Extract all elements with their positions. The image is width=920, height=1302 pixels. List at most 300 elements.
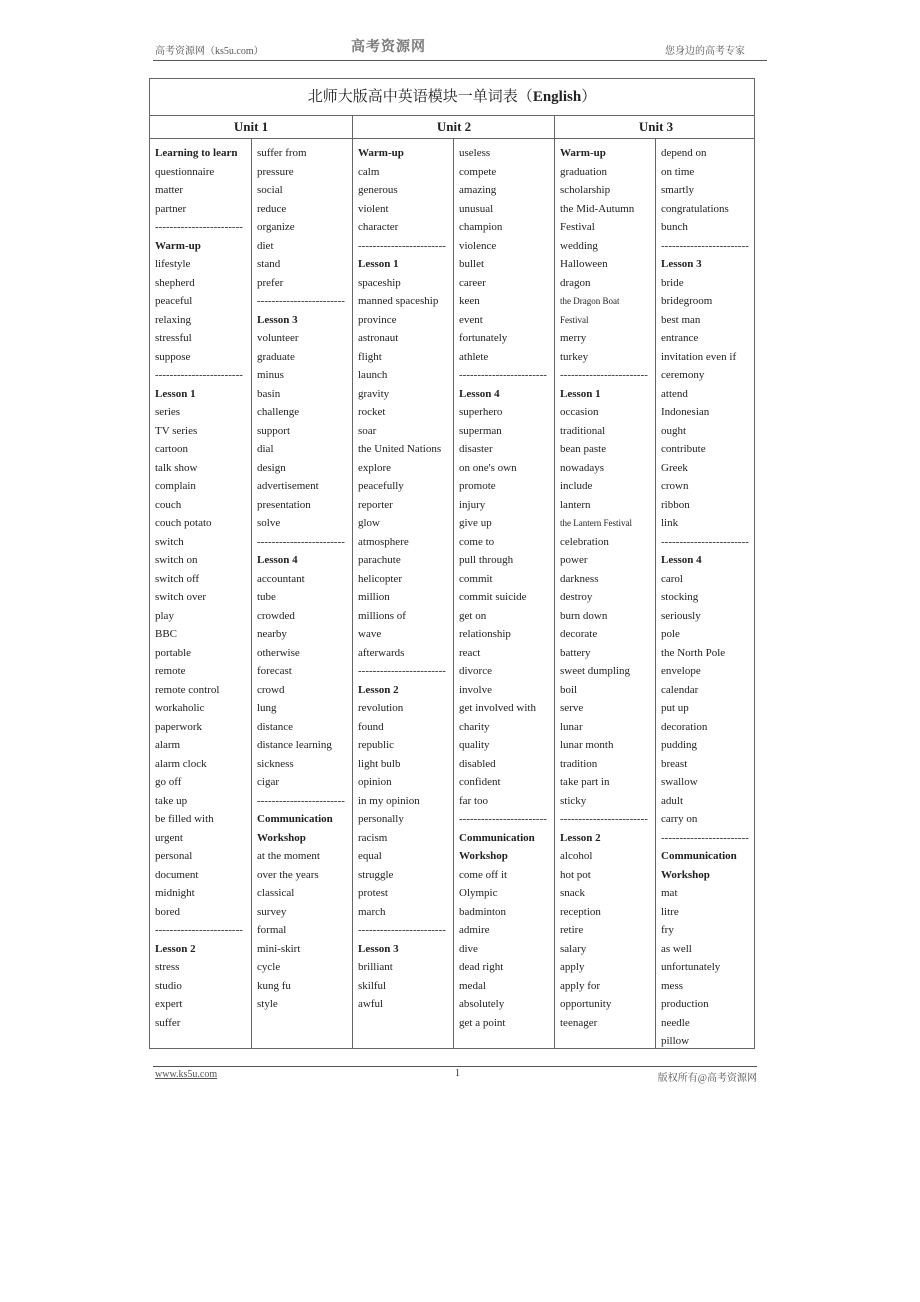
- vocab-word: generous: [358, 184, 398, 196]
- vocab-word: matter: [155, 184, 184, 196]
- vocab-word: carol: [661, 572, 683, 585]
- vocab-word: medal: [459, 979, 486, 992]
- vocab-word: basin: [257, 387, 281, 400]
- vocab-word: Halloween: [560, 258, 608, 270]
- vocab-word: calendar: [661, 683, 699, 696]
- vocab-word: disaster: [459, 443, 493, 455]
- vocab-word: personal: [155, 850, 193, 862]
- vocab-word: stand: [257, 258, 281, 270]
- vocab-word: pull through: [459, 554, 514, 566]
- table-title: [150, 79, 754, 116]
- vocab-word: partner: [155, 202, 187, 215]
- vocab-word: swallow: [661, 776, 698, 788]
- vocab-word: diet: [257, 239, 274, 252]
- vocab-word: reception: [560, 905, 601, 918]
- vocab-word: BBC: [155, 628, 178, 640]
- vocab-word: in my opinion: [358, 794, 420, 807]
- vocab-word: take part in: [560, 776, 610, 788]
- vocab-word: entrance: [661, 332, 699, 344]
- vocab-word: light bulb: [358, 757, 401, 770]
- section-heading: Lesson 1: [560, 387, 601, 400]
- section-divider: ------------------------: [358, 239, 446, 252]
- page-footer: [153, 1066, 757, 1085]
- vocab-word: Greek: [661, 461, 688, 474]
- unit-header-row: [150, 116, 754, 139]
- vocab-word: Festival: [560, 314, 589, 325]
- vocab-word: lunar: [560, 720, 583, 733]
- vocab-word: skilful: [358, 979, 387, 992]
- vocab-word: calm: [358, 165, 380, 178]
- vocab-word: cartoon: [155, 443, 188, 455]
- vocab-word: attend: [661, 387, 688, 400]
- vocab-word: invitation even if: [661, 350, 737, 363]
- vocab-word: suffer from: [257, 147, 307, 159]
- section-heading: Warm-up: [155, 239, 201, 252]
- word-column-4: [453, 139, 554, 1048]
- section-heading: Communication: [661, 850, 737, 862]
- vocab-word: relationship: [459, 628, 511, 640]
- title-english: English: [532, 89, 582, 105]
- vocab-word: Indonesian: [661, 406, 710, 418]
- section-heading: Lesson 1: [155, 387, 196, 400]
- vocab-word: workaholic: [155, 702, 205, 714]
- vocab-word: destroy: [560, 591, 593, 603]
- vocab-word: occasion: [560, 406, 599, 418]
- section-heading: Warm-up: [358, 147, 404, 159]
- vocab-word: compete: [459, 165, 497, 178]
- vocab-word: seriously: [661, 609, 701, 622]
- header-site-name: 高考资源网（ks5u.com）: [155, 46, 264, 57]
- vocab-word: switch off: [155, 572, 200, 585]
- page-header: [153, 36, 767, 61]
- vocab-word: boil: [560, 683, 578, 696]
- vocab-word: merry: [560, 332, 587, 344]
- vocab-word: the Dragon Boat: [560, 296, 620, 306]
- vocab-word: alarm clock: [155, 757, 207, 770]
- vocab-word: production: [661, 998, 709, 1010]
- vocab-word: Olympic: [459, 887, 498, 899]
- section-heading: Workshop: [661, 868, 710, 881]
- vocab-word: carry on: [661, 813, 698, 825]
- vocab-word: design: [257, 461, 286, 474]
- vocab-word: graduate: [257, 350, 295, 363]
- vocab-word: at the moment: [257, 850, 320, 862]
- vocab-word: promote: [459, 480, 496, 492]
- vocab-word: fortunately: [459, 332, 508, 344]
- vocab-word: rocket: [358, 406, 386, 418]
- vocab-word: salary: [560, 942, 587, 955]
- vocab-word: badminton: [459, 905, 507, 918]
- vocab-word: amazing: [459, 184, 497, 196]
- vocab-word: crowded: [257, 609, 295, 622]
- vocab-word: lunar month: [560, 739, 614, 751]
- section-divider: ------------------------: [560, 813, 648, 825]
- vocab-word: found: [358, 720, 384, 733]
- vocab-word: on one's own: [459, 461, 517, 474]
- vocab-word: come to: [459, 535, 495, 548]
- vocab-word: stress: [155, 961, 180, 973]
- vocab-word: midnight: [155, 887, 195, 899]
- unit-3-header: Unit 3: [554, 116, 757, 138]
- vocab-word: couch: [155, 498, 182, 511]
- section-heading: Lesson 3: [358, 942, 399, 955]
- vocab-word: adult: [661, 794, 683, 807]
- vocab-word: alcohol: [560, 850, 593, 862]
- vocab-word: mini-skirt: [257, 942, 301, 955]
- header-watermark-logo: 高考资源网: [351, 40, 426, 55]
- vocab-word: power: [560, 554, 588, 566]
- vocab-word: unfortunately: [661, 961, 721, 973]
- vocab-word: over the years: [257, 868, 319, 881]
- section-divider: ------------------------: [459, 369, 547, 381]
- vocab-word: on time: [661, 165, 695, 178]
- vocab-word: cigar: [257, 776, 279, 788]
- vocab-word: admire: [459, 924, 490, 936]
- vocab-word: volunteer: [257, 332, 299, 344]
- section-divider: ------------------------: [257, 295, 345, 307]
- vocab-word: bride: [661, 276, 684, 289]
- vocab-word: athlete: [459, 350, 489, 363]
- vocab-word: ought: [661, 424, 687, 437]
- section-divider: ------------------------: [661, 239, 749, 252]
- vocab-word: dragon: [560, 276, 591, 289]
- vocab-word: studio: [155, 979, 182, 992]
- vocab-word: sickness: [257, 757, 294, 770]
- vocab-word: relaxing: [155, 313, 192, 326]
- vocab-word: smartly: [661, 184, 694, 196]
- vocab-word: be filled with: [155, 813, 214, 825]
- section-divider: ------------------------: [358, 924, 446, 936]
- vocab-word: useless: [459, 147, 491, 159]
- vocab-word: sweet dumpling: [560, 665, 630, 677]
- vocab-word: superman: [459, 424, 502, 437]
- vocab-word: involve: [459, 683, 492, 696]
- section-heading: Lesson 3: [257, 313, 298, 326]
- vocab-word: advertisement: [257, 480, 319, 492]
- vocab-word: atmosphere: [358, 535, 409, 548]
- vocab-word: hot pot: [560, 868, 591, 881]
- vocab-word: organize: [257, 221, 295, 233]
- vocab-word: talk show: [155, 461, 198, 474]
- vocab-word: glow: [358, 517, 380, 529]
- vocab-word: TV series: [155, 424, 198, 437]
- vocab-word: react: [459, 646, 481, 659]
- vocab-word: link: [661, 517, 679, 529]
- vocab-word: lung: [257, 702, 277, 714]
- vocab-word: decorate: [560, 628, 598, 640]
- vocab-word: celebration: [560, 535, 609, 548]
- vocab-word: violence: [459, 239, 497, 252]
- section-divider: ------------------------: [459, 813, 547, 825]
- vocab-word: accountant: [257, 572, 305, 585]
- vocab-word: millions of: [358, 609, 406, 622]
- vocab-word: event: [459, 313, 483, 326]
- vocab-word: survey: [257, 905, 287, 918]
- vocab-word: champion: [459, 221, 503, 233]
- vocab-word: province: [358, 313, 397, 326]
- section-divider: ------------------------: [661, 831, 749, 844]
- vocab-word: kung fu: [257, 979, 291, 992]
- section-divider: ------------------------: [155, 221, 243, 233]
- vocab-word: pole: [661, 628, 680, 640]
- vocab-word: million: [358, 591, 390, 603]
- vocab-word: prefer: [257, 276, 284, 289]
- section-heading: Lesson 4: [257, 554, 298, 566]
- vocab-word: quality: [459, 739, 490, 751]
- vocab-word: astronaut: [358, 332, 399, 344]
- vocab-word: turkey: [560, 350, 589, 363]
- vocab-word: mess: [661, 979, 683, 992]
- vocab-word: cycle: [257, 961, 281, 973]
- vocab-word: snack: [560, 887, 586, 899]
- vocab-word: parachute: [358, 554, 401, 566]
- vocab-word: crown: [661, 480, 689, 492]
- vocab-word: depend on: [661, 147, 707, 159]
- vocab-word: commit suicide: [459, 591, 527, 603]
- vocab-word: switch over: [155, 591, 207, 603]
- section-heading: Workshop: [257, 831, 306, 844]
- section-heading: Learning to learn: [155, 147, 238, 159]
- footer-website-link[interactable]: www.ks5u.com: [155, 1069, 218, 1080]
- vocab-word: pressure: [257, 165, 294, 178]
- section-heading: Lesson 1: [358, 258, 399, 270]
- vocab-word: violent: [358, 202, 389, 215]
- unit-2-header: Unit 2: [352, 116, 555, 138]
- section-divider: ------------------------: [257, 794, 345, 807]
- vocab-word: suppose: [155, 350, 191, 363]
- vocab-word: distance: [257, 720, 294, 733]
- vocab-word: serve: [560, 702, 584, 714]
- vocab-word: battery: [560, 646, 591, 659]
- section-heading: Lesson 2: [155, 942, 196, 955]
- section-divider: ------------------------: [257, 535, 345, 548]
- vocab-word: forecast: [257, 665, 292, 677]
- vocab-word: crowd: [257, 683, 285, 696]
- vocab-word: expert: [155, 998, 183, 1010]
- section-divider: ------------------------: [661, 535, 749, 548]
- vocab-word: sticky: [560, 794, 587, 807]
- section-heading: Lesson 2: [358, 683, 399, 696]
- vocab-word: distance learning: [257, 739, 332, 751]
- word-column-3: [352, 139, 453, 1048]
- footer-page-number: 1: [455, 1068, 460, 1079]
- vocab-word: Festival: [560, 221, 595, 233]
- vocab-word: superhero: [459, 406, 503, 418]
- vocab-word: scholarship: [560, 184, 611, 196]
- vocab-word: wedding: [560, 239, 598, 252]
- vocab-word: character: [358, 221, 399, 233]
- vocab-word: reporter: [358, 498, 393, 511]
- vocab-word: darkness: [560, 572, 599, 585]
- vocab-word: mat: [661, 887, 678, 899]
- vocab-word: charity: [459, 720, 490, 733]
- vocab-word: envelope: [661, 665, 701, 677]
- vocab-word: personally: [358, 813, 404, 825]
- vocab-word: bored: [155, 905, 181, 918]
- vocab-word: commit: [459, 572, 493, 585]
- vocab-word: switch: [155, 535, 184, 548]
- word-column-1: [150, 139, 251, 1048]
- vocab-word: put up: [661, 702, 689, 714]
- vocab-word: come off it: [459, 868, 508, 881]
- vocab-word: breast: [661, 757, 688, 770]
- title-close-paren: ）: [581, 89, 597, 105]
- vocab-word: dial: [257, 443, 274, 455]
- vocab-word: afterwards: [358, 646, 405, 659]
- section-heading: Lesson 2: [560, 831, 601, 844]
- vocab-word: challenge: [257, 406, 300, 418]
- vocab-word: tradition: [560, 757, 598, 770]
- section-heading: Communication: [257, 813, 333, 825]
- vocab-word: get a point: [459, 1016, 506, 1029]
- vocab-word: peaceful: [155, 295, 193, 307]
- vocab-word: ribbon: [661, 498, 690, 511]
- vocab-word: divorce: [459, 665, 492, 677]
- vocab-word: apply for: [560, 979, 601, 992]
- vocab-word: unusual: [459, 202, 494, 215]
- vocab-word: style: [257, 998, 278, 1010]
- vocab-word: disabled: [459, 757, 496, 770]
- vocab-word: career: [459, 276, 486, 289]
- word-column-5: [554, 139, 655, 1048]
- vocab-word: reduce: [257, 202, 287, 215]
- vocab-word: the United Nations: [358, 443, 442, 455]
- vocab-word: march: [358, 905, 386, 918]
- vocab-word: stocking: [661, 591, 699, 603]
- vocab-word: graduation: [560, 165, 608, 178]
- section-heading: Lesson 3: [661, 258, 702, 270]
- vocab-word: wave: [358, 628, 382, 640]
- vocab-word: far too: [459, 794, 489, 807]
- vocab-word: get on: [459, 609, 487, 622]
- section-divider: ------------------------: [155, 924, 243, 936]
- vocab-word: questionnaire: [155, 165, 215, 178]
- vocab-word: suffer: [155, 1016, 181, 1029]
- vocab-word: pudding: [661, 739, 698, 751]
- vocab-word: litre: [661, 905, 679, 918]
- vocab-word: helicopter: [358, 572, 402, 585]
- section-divider: ------------------------: [155, 369, 243, 381]
- vocab-word: include: [560, 480, 593, 492]
- vocab-word: nowadays: [560, 461, 604, 474]
- vocab-word: confident: [459, 776, 501, 788]
- vocab-word: brilliant: [358, 961, 393, 973]
- vocab-word: lifestyle: [155, 258, 191, 270]
- vocab-word: minus: [257, 369, 284, 381]
- vocab-word: tube: [257, 591, 276, 603]
- vocab-word: bridegroom: [661, 295, 713, 307]
- vocab-word: peacefully: [358, 480, 404, 492]
- vocab-word: congratulations: [661, 202, 729, 215]
- vocab-word: portable: [155, 646, 192, 659]
- section-heading: Lesson 4: [661, 554, 702, 566]
- vocab-word: best man: [661, 313, 701, 326]
- vocab-word: otherwise: [257, 646, 300, 659]
- vocab-word: awful: [358, 998, 384, 1010]
- vocab-word: manned spaceship: [358, 295, 439, 307]
- vocab-word: get involved with: [459, 702, 536, 714]
- vocab-word: launch: [358, 369, 388, 381]
- section-heading: Workshop: [459, 850, 508, 862]
- vocab-word: go off: [155, 776, 182, 788]
- vocab-word: support: [257, 424, 290, 437]
- vocab-word: remote: [155, 665, 186, 677]
- section-divider: ------------------------: [560, 369, 648, 381]
- vocab-word: formal: [257, 924, 287, 936]
- vocab-word: classical: [257, 887, 295, 899]
- vocab-word: gravity: [358, 387, 390, 400]
- vocab-word: nearby: [257, 628, 287, 640]
- vocab-word: flight: [358, 350, 382, 363]
- word-columns: [150, 139, 754, 1048]
- vocab-word: social: [257, 184, 283, 196]
- vocab-word: decoration: [661, 720, 708, 733]
- vocab-word: bunch: [661, 221, 688, 233]
- word-column-6: [655, 139, 756, 1048]
- vocab-word: series: [155, 406, 181, 418]
- vocab-word: opinion: [358, 776, 392, 788]
- footer-copyright: 版权所有@高考资源网: [657, 1073, 757, 1084]
- vocab-word: injury: [459, 498, 486, 511]
- vocab-word: republic: [358, 739, 395, 751]
- vocab-word: remote control: [155, 683, 220, 696]
- vocab-word: paperwork: [155, 720, 203, 733]
- vocab-word: ceremony: [661, 369, 705, 381]
- vocab-word: bullet: [459, 258, 485, 270]
- section-divider: ------------------------: [358, 665, 446, 677]
- section-heading: Communication: [459, 831, 535, 844]
- vocab-word: soar: [358, 424, 377, 437]
- vocab-word: opportunity: [560, 998, 612, 1010]
- vocab-word: complain: [155, 480, 196, 492]
- vocab-word: revolution: [358, 702, 404, 714]
- vocab-word: fry: [661, 924, 674, 936]
- vocab-word: alarm: [155, 739, 181, 751]
- vocabulary-table: [149, 78, 755, 1049]
- vocab-word: the North Pole: [661, 646, 726, 659]
- vocab-word: urgent: [155, 831, 183, 844]
- vocab-word: equal: [358, 850, 382, 862]
- vocab-word: retire: [560, 924, 584, 936]
- header-slogan: 您身边的高考专家: [665, 46, 745, 57]
- section-heading: Warm-up: [560, 147, 606, 159]
- vocab-word: protest: [358, 887, 388, 899]
- vocab-word: play: [155, 609, 174, 622]
- word-column-2: [251, 139, 352, 1048]
- vocab-word: needle: [661, 1016, 690, 1029]
- vocab-word: bean paste: [560, 443, 607, 455]
- vocab-word: teenager: [560, 1016, 598, 1029]
- title-chinese: 北师大版高中英语模块一单词表（: [307, 89, 533, 105]
- vocab-word: apply: [560, 961, 585, 973]
- vocab-word: solve: [257, 517, 281, 529]
- vocab-word: the Lantern Festival: [560, 518, 632, 528]
- vocab-word: traditional: [560, 424, 606, 437]
- vocab-word: document: [155, 868, 199, 881]
- vocab-word: struggle: [358, 868, 394, 881]
- vocab-word: stressful: [155, 332, 192, 344]
- section-heading: Lesson 4: [459, 387, 500, 400]
- vocab-word: explore: [358, 461, 391, 474]
- vocab-word: contribute: [661, 443, 706, 455]
- vocab-word: absolutely: [459, 998, 505, 1010]
- vocab-word: couch potato: [155, 517, 212, 529]
- vocab-word: as well: [661, 942, 692, 955]
- vocab-word: take up: [155, 794, 188, 807]
- vocab-word: spaceship: [358, 276, 401, 289]
- vocab-word: presentation: [257, 498, 311, 511]
- unit-1-header: Unit 1: [233, 119, 269, 134]
